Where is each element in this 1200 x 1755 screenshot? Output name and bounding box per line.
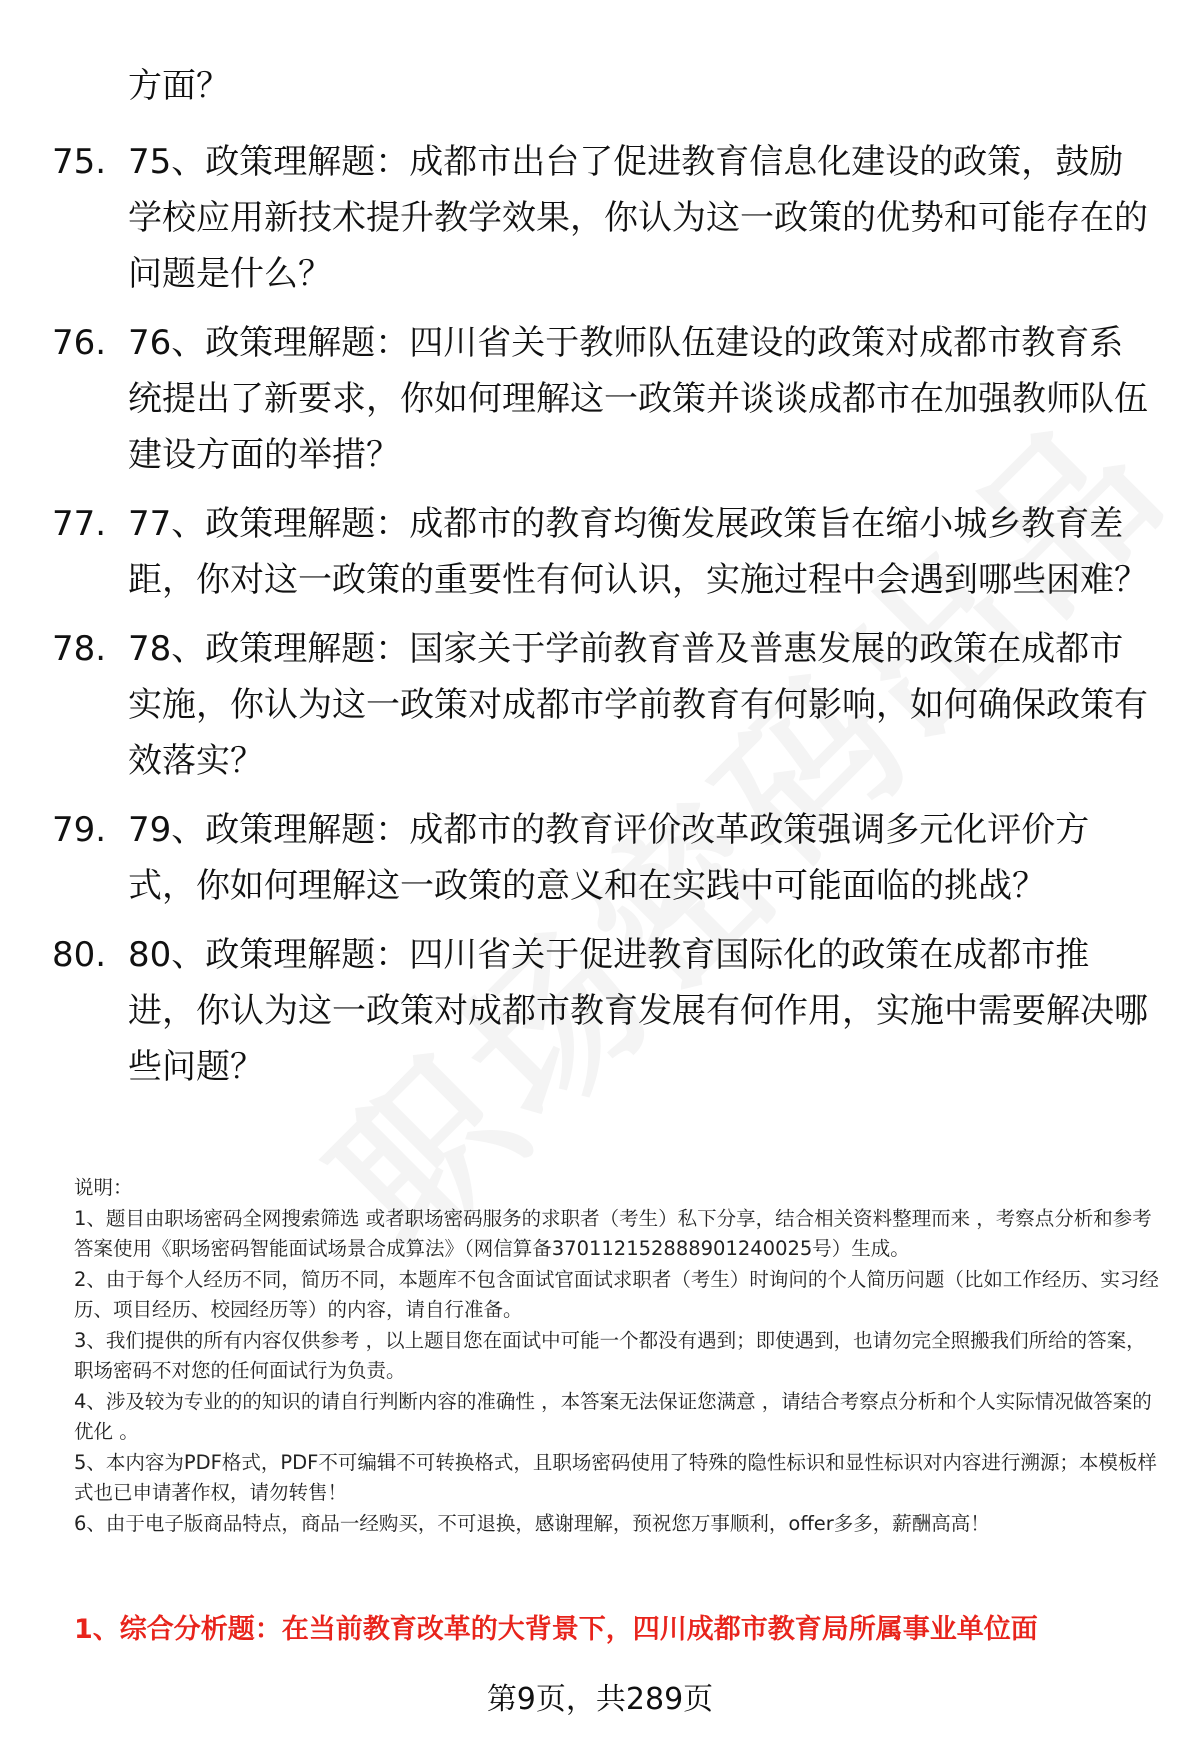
list-item: [0, 134, 1200, 302]
question-text: 77、政策理解题：成都市的教育均衡发展政策旨在缩小城乡教育差距，你对这一政策的重要性有何认识，实施过程中会遇到哪些困难？: [128, 504, 1148, 600]
note-item: 3、我们提供的所有内容仅供参考 ，以上题目您在面试中可能一个都没有遇到；即使遇到，也请勿完全照搬我们所给的答案，职场密码不对您的任何面试行为负责。: [74, 1328, 1146, 1382]
list-item: [0, 802, 1200, 914]
note-item: 5、本内容为PDF格式，PDF不可编辑不可转换格式，且职场密码使用了特殊的隐性标识和显性标识对内容进行溯源；本模板样式也已申请著作权，请勿转售！: [74, 1450, 1157, 1504]
question-list: [0, 134, 1200, 1108]
question-number: 75.: [52, 142, 107, 182]
question-text: 78、政策理解题：国家关于学前教育普及普惠发展的政策在成都市实施，你认为这一政策对成都市学前教育有何影响，如何确保政策有效落实？: [128, 629, 1148, 781]
question-continuation: 方面？: [128, 66, 230, 106]
question-text: 75、政策理解题：成都市出台了促进教育信息化建设的政策，鼓励学校应用新技术提升教学效果，你认为这一政策的优势和可能存在的问题是什么？: [128, 142, 1148, 294]
notes-section: [74, 1173, 1159, 1539]
note-item: 2、由于每个人经历不同，简历不同，本题库不包含面试官面试求职者（考生）时询问的个人简历问题（比如工作经历、实习经历、项目经历、校园经历等）的内容，请自行准备。: [74, 1267, 1159, 1321]
list-item: [0, 315, 1200, 483]
question-text: 79、政策理解题：成都市的教育评价改革政策强调多元化评价方式，你如何理解这一政策的意义和在实践中可能面临的挑战？: [128, 810, 1090, 906]
question-number: 76.: [52, 323, 107, 363]
question-text: 76、政策理解题：四川省关于教师队伍建设的政策对成都市教育系统提出了新要求，你如何理解这一政策并谈谈成都市在加强教师队伍建设方面的举措？: [128, 323, 1148, 475]
note-item: 1、题目由职场密码全网搜索筛选 或者职场密码服务的求职者（考生）私下分享，结合相关资料整理而来 ，考察点分析和参考答案使用《职场密码智能面试场景合成算法》（网信算备370112152888901240025号）生成。: [74, 1206, 1152, 1260]
list-item: [0, 496, 1200, 608]
note-item: 6、由于电子版商品特点，商品一经购买，不可退换，感谢理解，预祝您万事顺利，offer多多，薪酬高高！: [74, 1511, 990, 1535]
note-item: 4、涉及较为专业的的知识的请自行判断内容的准确性 ，本答案无法保证您满意 ，请结合考察点分析和个人实际情况做答案的优化 。: [74, 1389, 1152, 1443]
next-question-heading: 1、综合分析题：在当前教育改革的大背景下，四川成都市教育局所属事业单位面: [74, 1614, 1038, 1645]
question-text: 80、政策理解题：四川省关于促进教育国际化的政策在成都市推进，你认为这一政策对成都市教育发展有何作用，实施中需要解决哪些问题？: [128, 935, 1148, 1087]
page-number: 第9页，共289页: [486, 1682, 714, 1717]
question-number: 77.: [52, 504, 107, 544]
question-number: 78.: [52, 629, 107, 669]
notes-heading: 说明：: [74, 1176, 133, 1199]
question-number: 80.: [52, 935, 107, 975]
list-item: [0, 621, 1200, 789]
list-item: [0, 927, 1200, 1095]
question-number: 79.: [52, 810, 107, 850]
